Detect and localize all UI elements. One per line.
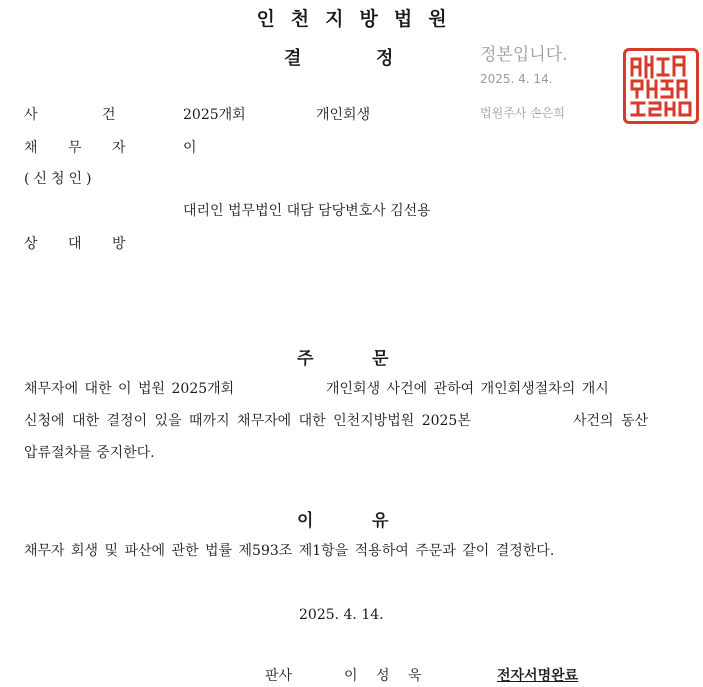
certification-officer: 법원주사 손은희: [480, 106, 565, 120]
doc-type-char-1: 결: [284, 48, 302, 69]
electronic-signature-mark: 전자서명완료: [497, 668, 579, 684]
decision-date: 2025. 4. 14.: [299, 607, 384, 623]
certification-date: 2025. 4. 14.: [480, 72, 553, 86]
judge-name: 이 성 욱: [344, 668, 422, 684]
court-seal-graphic: [626, 51, 696, 121]
reason-title-char-2: 유: [372, 511, 389, 531]
order-line-3: 압류절차를 중지한다.: [24, 445, 155, 461]
doc-type-char-2: 정: [376, 48, 394, 69]
debtor-name: 이: [183, 140, 197, 156]
order-line-1b: 개인회생 사건에 관하여 개인회생절차의 개시: [326, 381, 609, 397]
debtor-label: 채 무 자: [24, 140, 126, 156]
court-seal-icon: [623, 48, 699, 124]
case-label: 사 건: [24, 107, 116, 123]
certification-text: 정본입니다.: [480, 45, 568, 65]
order-title-char-1: 주: [297, 349, 314, 369]
case-name: 개인회생: [316, 107, 371, 123]
court-name: 인천지방법원: [256, 8, 463, 30]
order-line-2a: 신청에 대한 결정이 있을 때까지 채무자에 대한 인천지방법원 2025본: [24, 413, 471, 429]
agent-line: 대리인 법무법인 대담 담당변호사 김선용: [183, 203, 431, 219]
respondent-label: 상 대 방: [24, 236, 126, 252]
order-line-1a: 채무자에 대한 이 법원 2025개회: [24, 381, 235, 397]
order-title-char-2: 문: [372, 349, 389, 369]
reason-title-char-1: 이: [297, 511, 314, 531]
reason-text: 채무자 회생 및 파산에 관한 법률 제593조 제1항을 적용하여 주문과 같이 결정한다.: [24, 543, 555, 559]
judge-title: 판사: [265, 668, 293, 684]
applicant-label: (신청인): [24, 171, 96, 187]
order-line-2b: 사건의 동산: [573, 413, 649, 429]
case-number: 2025개회: [183, 107, 246, 123]
